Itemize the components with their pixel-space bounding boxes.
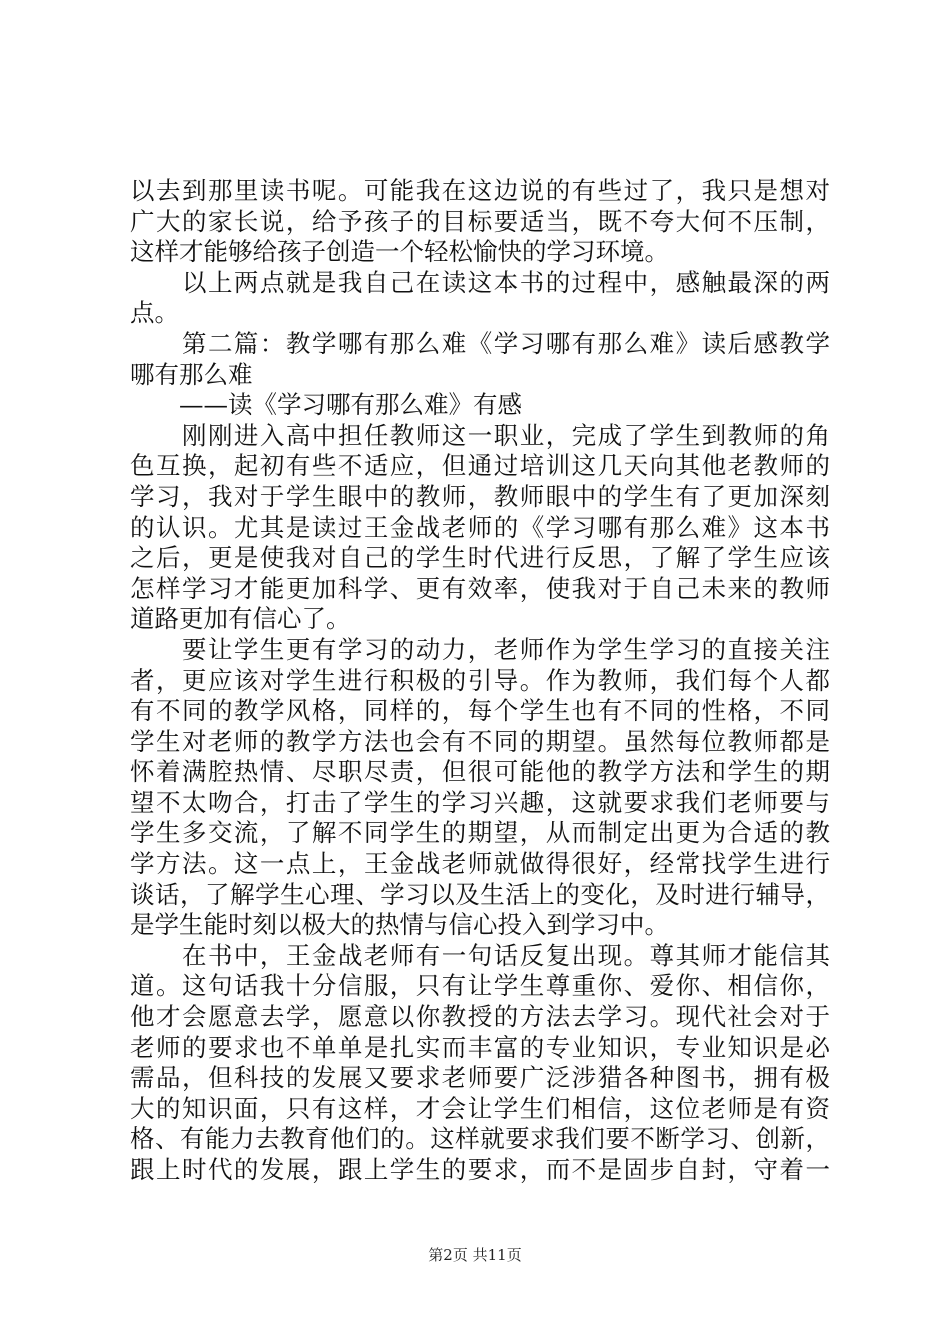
text-line: ——读《学习哪有那么难》有感 [130,390,522,420]
text-line: 他才会愿意去学，愿意以你教授的方法去学习。现代社会对于 [130,1002,830,1032]
text-line: 跟上时代的发展，跟上学生的要求，而不是固步自封，守着一 [130,1155,830,1184]
text-line: 的认识。尤其是读过王金战老师的《学习哪有那么难》这本书 [130,512,830,542]
text-line: 是学生能时刻以极大的热情与信心投入到学习中。 [130,910,669,940]
text-line: 色互换，起初有些不适应，但通过培训这几天向其他老教师的 [130,451,830,481]
text-line: 学生对老师的教学方法也会有不同的期望。虽然每位教师都是 [130,726,830,756]
text-line: 怎样学习才能更加科学、更有效率，使我对于自己未来的教师 [130,573,830,603]
text-line: 大的知识面，只有这样，才会让学生们相信，这位老师是有资 [130,1093,830,1123]
text-line: 之后，更是使我对自己的学生时代进行反思，了解了学生应该 [130,543,830,573]
text-line: 刚刚进入高中担任教师这一职业，完成了学生到教师的角 [130,420,830,450]
text-line: 道路更加有信心了。 [130,604,351,634]
text-line: 哪有那么难 [130,359,253,389]
text-line: 望不太吻合，打击了学生的学习兴趣，这就要求我们老师要与 [130,787,830,817]
page-footer: 第2页 共11页 [428,1246,522,1264]
text-line: 学习，我对于学生眼中的教师，教师眼中的学生有了更加深刻 [130,481,830,511]
text-line: 点。 [130,298,179,328]
text-line: 以上两点就是我自己在读这本书的过程中，感触最深的两 [130,267,830,297]
text-line: 在书中，王金战老师有一句话反复出现。尊其师才能信其 [130,940,830,970]
text-line: 学生多交流，了解不同学生的期望，从而制定出更为合适的教 [130,818,830,848]
text-line: 有不同的教学风格，同样的，每个学生也有不同的性格，不同 [130,696,830,726]
text-line: 要让学生更有学习的动力，老师作为学生学习的直接关注 [130,634,830,664]
text-line: 学方法。这一点上，王金战老师就做得很好，经常找学生进行 [130,849,830,879]
text-line: 第二篇：教学哪有那么难《学习哪有那么难》读后感教学 [130,328,830,358]
text-line: 这样才能够给孩子创造一个轻松愉快的学习环境。 [130,237,669,267]
text-line: 者，更应该对学生进行积极的引导。作为教师，我们每个人都 [130,665,830,695]
text-line: 道。这句话我十分信服，只有让学生尊重你、爱你、相信你， [130,971,830,1001]
text-line: 老师的要求也不单单是扎实而丰富的专业知识，专业知识是必 [130,1032,830,1062]
text-line: 广大的家长说，给予孩子的目标要适当，既不夸大何不压制， [130,206,830,236]
document-body [130,176,830,1186]
text-line: 怀着满腔热情、尽职尽责，但很可能他的教学方法和学生的期 [130,757,830,787]
text-line: 谈话，了解学生心理、学习以及生活上的变化，及时进行辅导， [130,879,830,909]
text-line: 需品，但科技的发展又要求老师要广泛涉猎各种图书，拥有极 [130,1063,830,1093]
text-line: 格、有能力去教育他们的。这样就要求我们要不断学习、创新， [130,1124,830,1154]
text-line: 以去到那里读书呢。可能我在这边说的有些过了，我只是想对 [130,176,830,205]
